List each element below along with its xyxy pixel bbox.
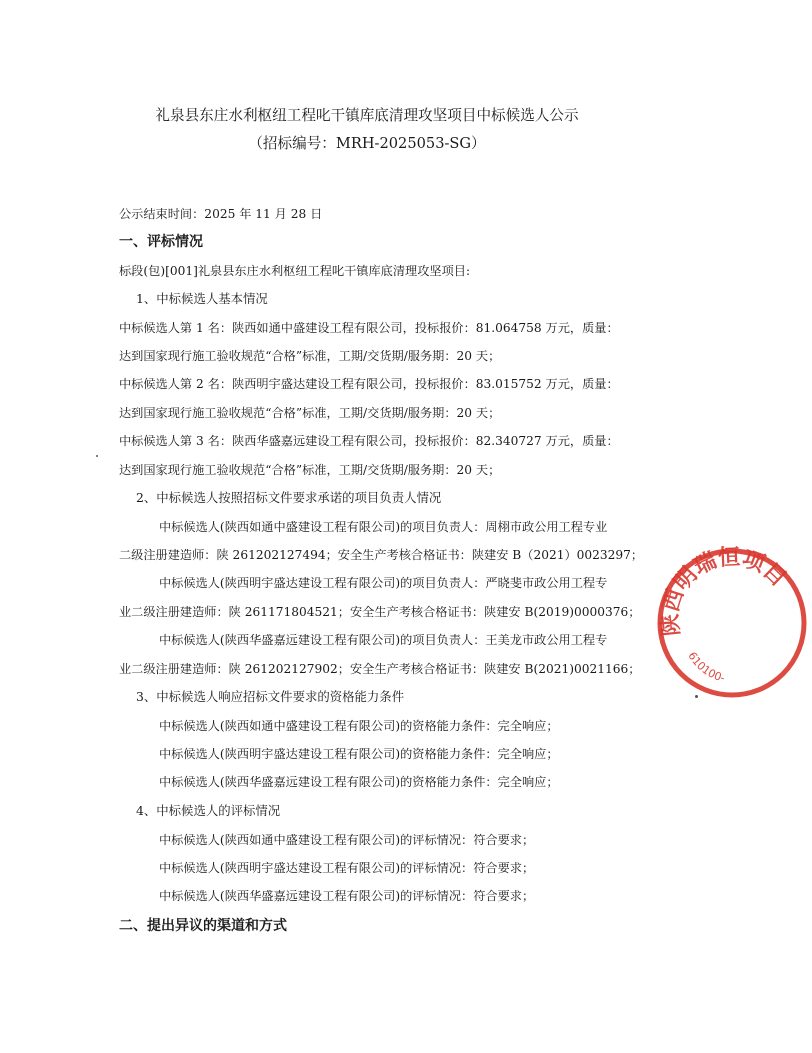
section1-heading: 一、评标情况 (119, 234, 203, 250)
candidate-1-line-a: 中标候选人第 1 名：陕西如通中盛建设工程有限公司，投标报价：81.064758 万元，质量： (119, 321, 619, 335)
manager-2-line-b: 业二级注册建造师：陕 261171804521；安全生产考核合格证书：陕建安 B(2019)0000376； (119, 605, 641, 619)
seal-code: 610100- (685, 649, 727, 685)
evaluation-3: 中标候选人(陕西华盛嘉远建设工程有限公司)的评标情况：符合要求； (159, 889, 535, 903)
document-title: 礼泉县东庄水利枢纽工程叱干镇库底清理攻坚项目中标候选人公示 (155, 107, 579, 124)
candidate-2-line-b: 达到国家现行施工验收规范“合格”标准，工期/交货期/服务期：20 天； (119, 406, 501, 420)
manager-1-line-a: 中标候选人(陕西如通中盛建设工程有限公司)的项目负责人：周栩市政公用工程专业 (159, 520, 608, 534)
manager-3-line-a: 中标候选人(陕西华盛嘉远建设工程有限公司)的项目负责人：王美龙市政公用工程专 (159, 633, 608, 647)
company-seal (652, 543, 812, 703)
sub4-title: 4、中标候选人的评标情况 (136, 803, 281, 818)
candidate-2-line-a: 中标候选人第 2 名：陕西明宇盛达建设工程有限公司，投标报价：83.015752 万元，质量： (119, 377, 619, 391)
seal-text: 陕西明瑞恒项目 (657, 545, 791, 638)
scan-speck (96, 455, 98, 457)
evaluation-2: 中标候选人(陕西明宇盛达建设工程有限公司)的评标情况：符合要求； (159, 861, 535, 875)
manager-3-line-b: 业二级注册建造师：陕 261202127902；安全生产考核合格证书：陕建安 B(2021)0021166； (119, 662, 641, 676)
end-time: 公示结束时间：2025 年 11 月 28 日 (119, 207, 323, 221)
manager-2-line-a: 中标候选人(陕西明宇盛达建设工程有限公司)的项目负责人：严晓斐市政公用工程专 (159, 576, 608, 590)
qualification-3: 中标候选人(陕西华盛嘉远建设工程有限公司)的资格能力条件：完全响应； (159, 775, 559, 789)
sub3-title: 3、中标候选人响应招标文件要求的资格能力条件 (136, 689, 405, 704)
sub2-title: 2、中标候选人按照招标文件要求承诺的项目负责人情况 (136, 490, 442, 505)
evaluation-1: 中标候选人(陕西如通中盛建设工程有限公司)的评标情况：符合要求； (159, 833, 535, 847)
lot-description: 标段(包)[001]礼泉县东庄水利枢纽工程叱干镇库底清理攻坚项目: (119, 264, 471, 278)
bid-number: （招标编号：MRH-2025053-SG） (248, 135, 486, 152)
candidate-3-line-a: 中标候选人第 3 名：陕西华盛嘉远建设工程有限公司，投标报价：82.340727 万元，质量： (119, 434, 619, 448)
sub1-title: 1、中标候选人基本情况 (136, 291, 268, 306)
qualification-2: 中标候选人(陕西明宇盛达建设工程有限公司)的资格能力条件：完全响应； (159, 747, 559, 761)
section2-heading: 二、提出异议的渠道和方式 (119, 918, 287, 934)
qualification-1: 中标候选人(陕西如通中盛建设工程有限公司)的资格能力条件：完全响应； (159, 719, 559, 733)
candidate-3-line-b: 达到国家现行施工验收规范“合格”标准，工期/交货期/服务期：20 天； (119, 463, 501, 477)
candidate-1-line-b: 达到国家现行施工验收规范“合格”标准，工期/交货期/服务期：20 天； (119, 349, 501, 363)
manager-1-line-b: 二级注册建造师：陕 261202127494；安全生产考核合格证书：陕建安 B（2021）0023297； (119, 548, 644, 562)
